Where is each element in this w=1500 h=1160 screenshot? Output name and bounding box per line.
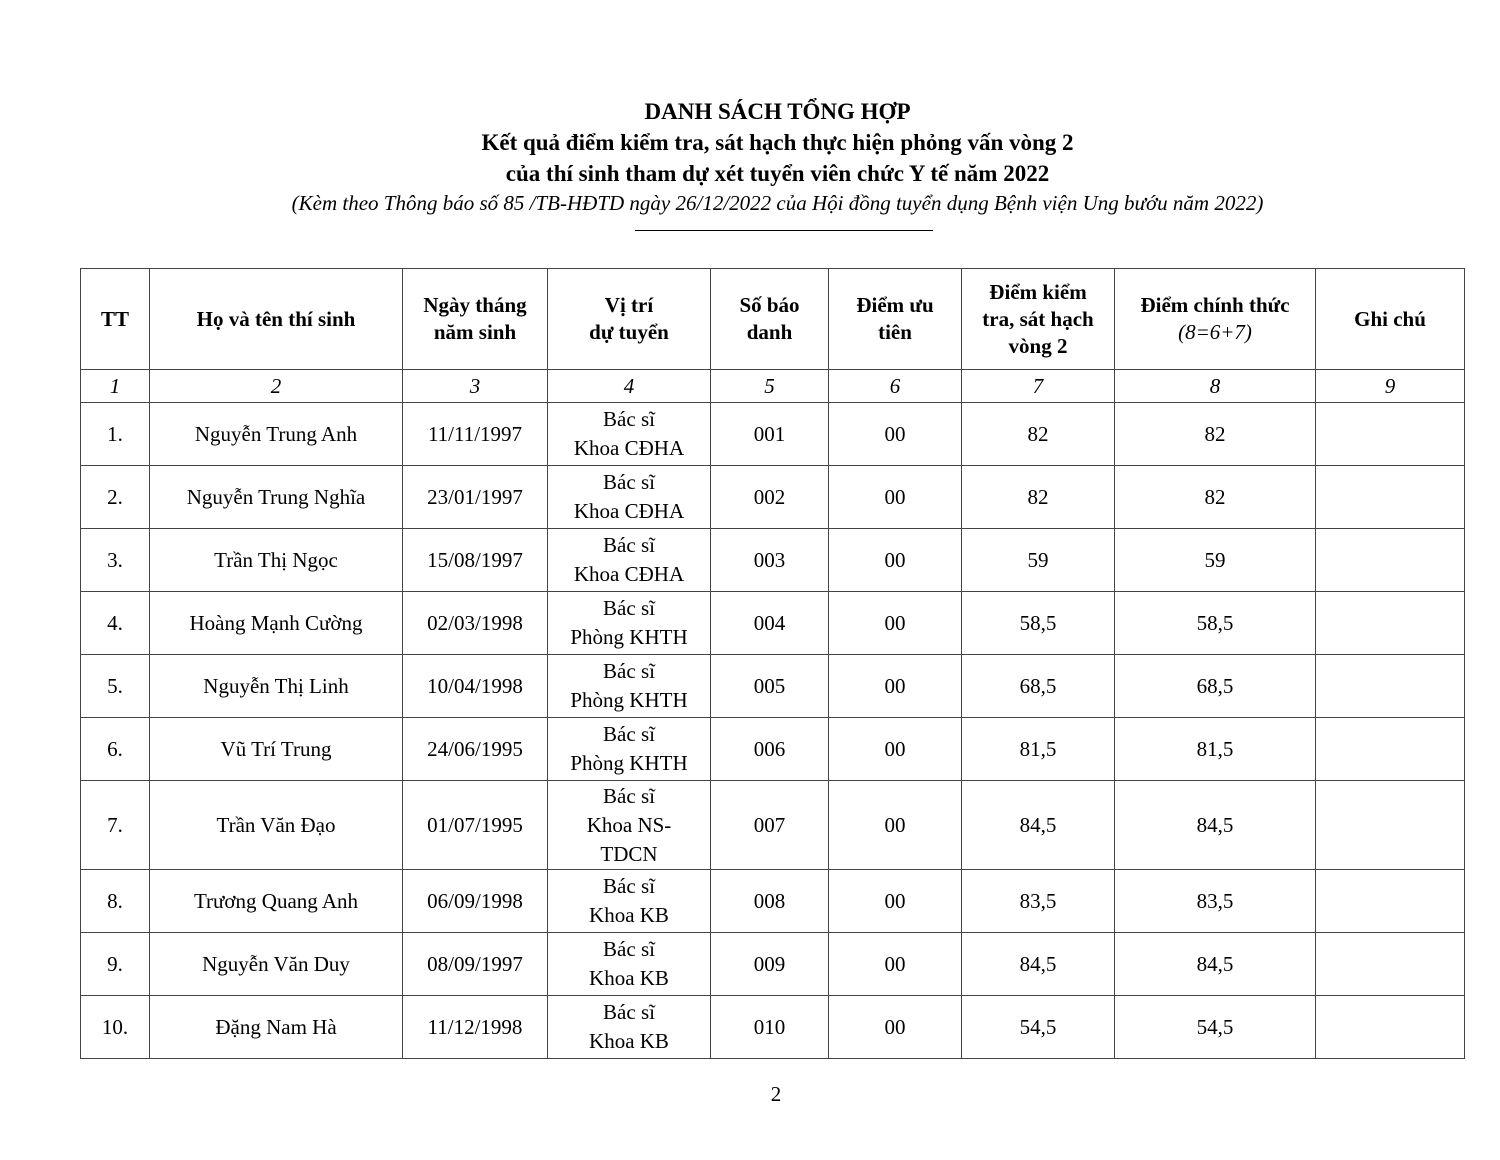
note-number: 85	[503, 191, 525, 215]
col-header-note: Ghi chú	[1316, 269, 1465, 370]
position-line: Khoa KB	[589, 903, 669, 927]
cell-dob: 24/06/1995	[403, 718, 548, 781]
cell-note	[1316, 403, 1465, 466]
cell-exam: 82	[962, 403, 1115, 466]
position-line: Khoa KB	[589, 1029, 669, 1053]
note-suffix: /TB-HĐTD ngày 26/12/2022 của Hội đồng tuyển dụng Bệnh viện Ung bướu năm 2022)	[529, 191, 1264, 215]
cell-priority: 00	[829, 403, 962, 466]
cell-exam: 82	[962, 466, 1115, 529]
table-row	[81, 996, 1465, 1059]
cell-dob: 11/11/1997	[403, 403, 548, 466]
position-line: Phòng KHTH	[570, 688, 688, 712]
cell-tt: 3.	[81, 529, 150, 592]
position-line: Khoa CĐHA	[573, 436, 685, 460]
col-number: 3	[403, 370, 548, 403]
cell-sbd: 003	[711, 529, 829, 592]
cell-official: 83,5	[1115, 870, 1316, 933]
position-line: Bác sĩ	[603, 596, 655, 620]
document-reference-note	[0, 189, 1500, 217]
cell-note	[1316, 996, 1465, 1059]
col-header-official: Điểm chính thức (8=6+7)	[1115, 269, 1316, 370]
cell-position	[548, 529, 711, 592]
position-line: Phòng KHTH	[570, 625, 688, 649]
cell-position	[548, 403, 711, 466]
col-header-tt: TT	[81, 269, 150, 370]
cell-name: Đặng Nam Hà	[150, 996, 403, 1059]
cell-tt: 4.	[81, 592, 150, 655]
col-number: 6	[829, 370, 962, 403]
position-line: Bác sĩ	[603, 937, 655, 961]
cell-note	[1316, 466, 1465, 529]
cell-priority: 00	[829, 870, 962, 933]
cell-official: 59	[1115, 529, 1316, 592]
cell-priority: 00	[829, 933, 962, 996]
cell-tt: 7.	[81, 781, 150, 870]
cell-tt: 1.	[81, 403, 150, 466]
cell-note	[1316, 718, 1465, 781]
cell-name: Nguyễn Thị Linh	[150, 655, 403, 718]
cell-official: 84,5	[1115, 781, 1316, 870]
table-row	[81, 933, 1465, 996]
cell-name: Trần Văn Đạo	[150, 781, 403, 870]
cell-sbd: 004	[711, 592, 829, 655]
cell-priority: 00	[829, 466, 962, 529]
cell-position	[548, 592, 711, 655]
cell-priority: 00	[829, 996, 962, 1059]
cell-position	[548, 718, 711, 781]
col-number: 2	[150, 370, 403, 403]
col-number: 4	[548, 370, 711, 403]
position-line: Khoa NS-	[586, 812, 672, 837]
table-row	[81, 529, 1465, 592]
cell-priority: 00	[829, 781, 962, 870]
cell-name: Vũ Trí Trung	[150, 718, 403, 781]
cell-name: Nguyễn Văn Duy	[150, 933, 403, 996]
cell-dob: 08/09/1997	[403, 933, 548, 996]
cell-priority: 00	[829, 529, 962, 592]
table-row	[81, 592, 1465, 655]
results-table	[80, 268, 1465, 1059]
cell-official: 82	[1115, 403, 1316, 466]
cell-official: 54,5	[1115, 996, 1316, 1059]
cell-name: Trần Thị Ngọc	[150, 529, 403, 592]
cell-tt: 6.	[81, 718, 150, 781]
col-header-exam: Điểm kiểm tra, sát hạch vòng 2	[962, 269, 1115, 370]
cell-official: 82	[1115, 466, 1316, 529]
position-line: Phòng KHTH	[570, 751, 688, 775]
cell-tt: 9.	[81, 933, 150, 996]
position-line: Bác sĩ	[603, 659, 655, 683]
col-header-dob: Ngày tháng năm sinh	[403, 269, 548, 370]
col-number: 7	[962, 370, 1115, 403]
cell-sbd: 005	[711, 655, 829, 718]
cell-priority: 00	[829, 592, 962, 655]
table-header-row	[81, 269, 1465, 370]
header-underline	[635, 230, 933, 231]
cell-exam: 84,5	[962, 781, 1115, 870]
cell-tt: 5.	[81, 655, 150, 718]
cell-official: 58,5	[1115, 592, 1316, 655]
cell-dob: 15/08/1997	[403, 529, 548, 592]
cell-sbd: 009	[711, 933, 829, 996]
note-prefix: (Kèm theo Thông báo số	[291, 191, 499, 215]
cell-note	[1316, 592, 1465, 655]
cell-exam: 59	[962, 529, 1115, 592]
cell-dob: 11/12/1998	[403, 996, 548, 1059]
table-row	[81, 655, 1465, 718]
cell-exam: 83,5	[962, 870, 1115, 933]
cell-name: Nguyễn Trung Nghĩa	[150, 466, 403, 529]
cell-sbd: 002	[711, 466, 829, 529]
col-header-position: Vị trí dự tuyển	[548, 269, 711, 370]
cell-exam: 81,5	[962, 718, 1115, 781]
cell-position	[548, 870, 711, 933]
position-line: Khoa CĐHA	[573, 562, 685, 586]
col-header-name: Họ và tên thí sinh	[150, 269, 403, 370]
cell-name: Hoàng Mạnh Cường	[150, 592, 403, 655]
col-number: 1	[81, 370, 150, 403]
cell-note	[1316, 870, 1465, 933]
document-subtitle-line-2: Kết quả điểm kiểm tra, sát hạch thực hiện phỏng vấn vòng 2	[481, 130, 1074, 155]
cell-tt: 2.	[81, 466, 150, 529]
cell-exam: 54,5	[962, 996, 1115, 1059]
position-line: Bác sĩ	[603, 407, 655, 431]
cell-tt: 8.	[81, 870, 150, 933]
cell-note	[1316, 529, 1465, 592]
cell-note	[1316, 781, 1465, 870]
cell-dob: 06/09/1998	[403, 870, 548, 933]
cell-note	[1316, 933, 1465, 996]
cell-priority: 00	[829, 655, 962, 718]
position-line: Bác sĩ	[603, 874, 655, 898]
cell-dob: 10/04/1998	[403, 655, 548, 718]
table-row	[81, 466, 1465, 529]
cell-dob: 01/07/1995	[403, 781, 548, 870]
col-number: 5	[711, 370, 829, 403]
col-number: 8	[1115, 370, 1316, 403]
cell-exam: 58,5	[962, 592, 1115, 655]
cell-dob: 02/03/1998	[403, 592, 548, 655]
document-header	[0, 96, 1500, 217]
table-row	[81, 403, 1465, 466]
cell-exam: 68,5	[962, 655, 1115, 718]
cell-official: 84,5	[1115, 933, 1316, 996]
document-title: DANH SÁCH TỔNG HỢP	[644, 99, 911, 124]
position-line: Bác sĩ	[603, 783, 655, 808]
position-line: Bác sĩ	[603, 722, 655, 746]
cell-sbd: 010	[711, 996, 829, 1059]
cell-note	[1316, 655, 1465, 718]
column-number-row	[81, 370, 1465, 403]
table-row	[81, 718, 1465, 781]
page-number: 2	[770, 1082, 782, 1106]
col-number: 9	[1316, 370, 1465, 403]
position-line: Bác sĩ	[603, 470, 655, 494]
position-line: Khoa KB	[589, 966, 669, 990]
cell-official: 81,5	[1115, 718, 1316, 781]
cell-sbd: 008	[711, 870, 829, 933]
cell-position	[548, 466, 711, 529]
cell-tt: 10.	[81, 996, 150, 1059]
table-row	[81, 781, 1465, 870]
document-subtitle-line-3: của thí sinh tham dự xét tuyển viên chức Y tế năm 2022	[505, 161, 1050, 186]
position-line: Khoa CĐHA	[573, 499, 685, 523]
cell-position	[548, 781, 711, 870]
cell-name: Trương Quang Anh	[150, 870, 403, 933]
position-line: Bác sĩ	[603, 1000, 655, 1024]
cell-sbd: 001	[711, 403, 829, 466]
cell-sbd: 007	[711, 781, 829, 870]
cell-dob: 23/01/1997	[403, 466, 548, 529]
position-line: Bác sĩ	[603, 533, 655, 557]
cell-priority: 00	[829, 718, 962, 781]
col-header-sbd: Số báo danh	[711, 269, 829, 370]
cell-position	[548, 996, 711, 1059]
cell-name: Nguyễn Trung Anh	[150, 403, 403, 466]
cell-sbd: 006	[711, 718, 829, 781]
col-header-priority: Điểm ưu tiên	[829, 269, 962, 370]
cell-position	[548, 655, 711, 718]
cell-position	[548, 933, 711, 996]
cell-exam: 84,5	[962, 933, 1115, 996]
position-line: TDCN	[600, 841, 658, 866]
table-row	[81, 870, 1465, 933]
cell-official: 68,5	[1115, 655, 1316, 718]
